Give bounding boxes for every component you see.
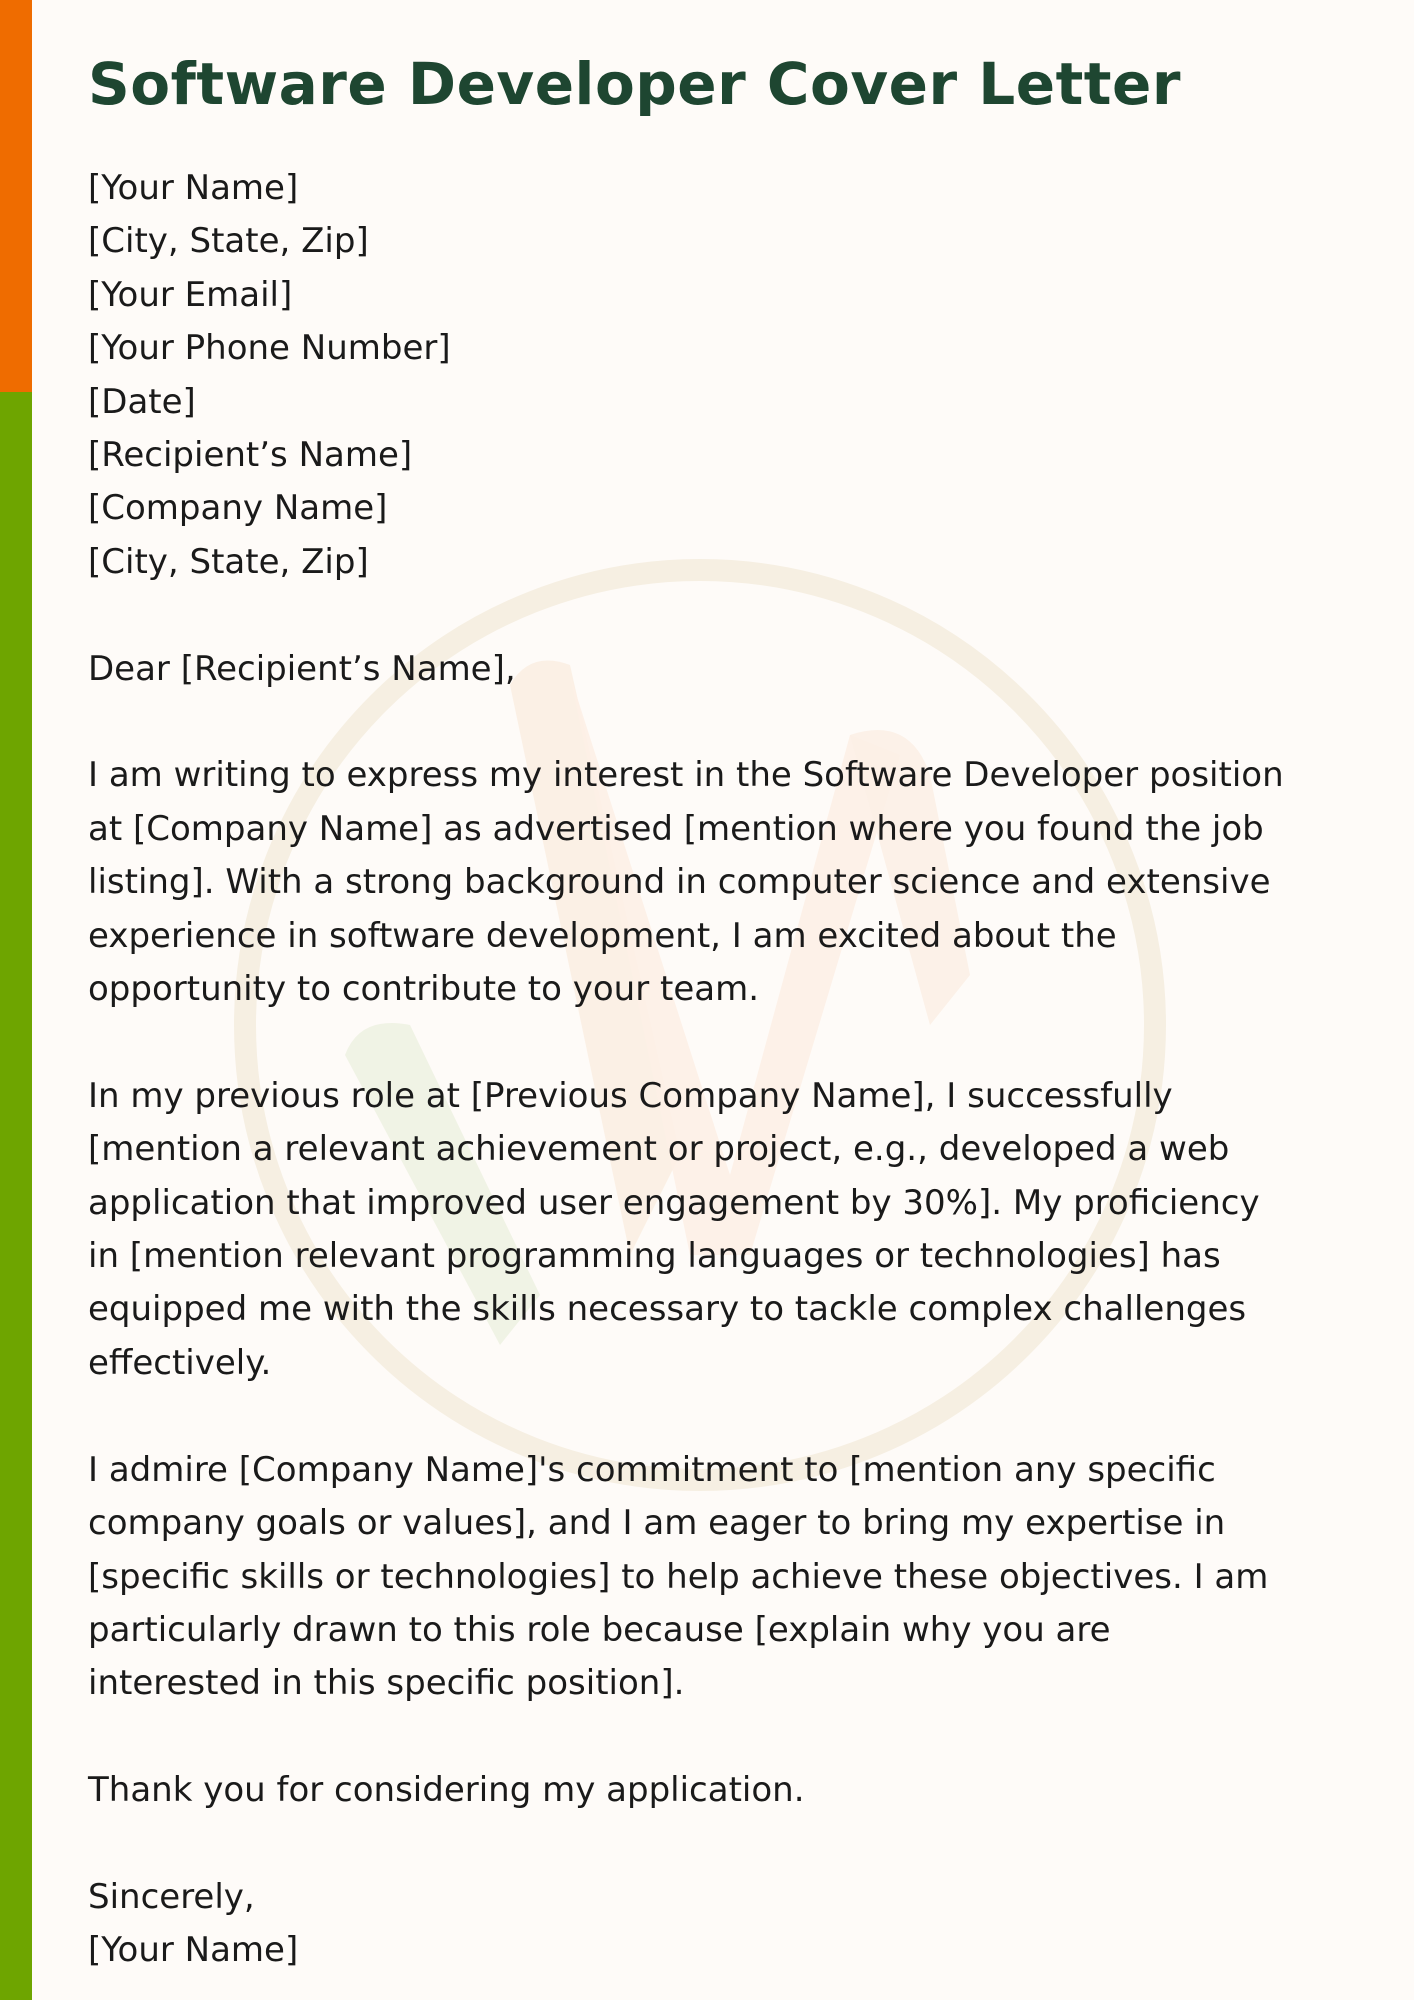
letter-body — [88, 162, 1348, 1978]
letter-date: [Date] — [88, 381, 196, 422]
paragraph-3 — [88, 1444, 1348, 1711]
cover-letter — [88, 30, 1348, 1978]
closing: Sincerely, — [88, 1876, 255, 1917]
paragraph-line: application that improved user engagement by 30%]. My proficiency — [88, 1182, 1260, 1223]
salutation: Dear [Recipient’s Name], — [88, 648, 516, 689]
accent-bar-orange — [0, 0, 32, 392]
sender-name: [Your Name] — [88, 168, 299, 208]
paragraph-line: interested in this specific position]. — [88, 1663, 685, 1704]
sender-block — [88, 162, 1348, 589]
sender-email: [Your Email] — [88, 274, 293, 315]
paragraph-line: opportunity to contribute to your team. — [88, 969, 760, 1010]
paragraph-line: I am writing to express my interest in the Software Developer position — [88, 755, 1284, 796]
page-title: Software Developer Cover Letter — [88, 50, 1181, 118]
paragraph-line: I admire [Company Name]'s commitment to [mention any specific — [88, 1449, 1216, 1490]
accent-bar-green — [0, 392, 32, 2000]
paragraph-line: [specific skills or technologies] to help achieve these objectives. I am — [88, 1556, 1269, 1597]
paragraph-line: experience in software development, I am excited about the — [88, 915, 1117, 956]
paragraph-line: [mention a relevant achievement or project, e.g., developed a web — [88, 1129, 1230, 1170]
paragraph-line: equipped me with the skills necessary to tackle complex challenges — [88, 1289, 1247, 1330]
paragraph-line: effectively. — [88, 1342, 272, 1383]
paragraph-line: at [Company Name] as advertised [mention where you found the job — [88, 808, 1264, 849]
sender-city: [City, State, Zip] — [88, 221, 369, 262]
paragraph-line: listing]. With a strong background in computer science and extensive — [88, 862, 1271, 903]
paragraph-line: company goals or values], and I am eager to bring my expertise in — [88, 1503, 1226, 1544]
paragraph-line: In my previous role at [Previous Company Name], I successfully — [88, 1075, 1173, 1116]
sender-phone: [Your Phone Number] — [88, 328, 451, 369]
paragraph-line: particularly drawn to this role because [explain why you are — [88, 1609, 1111, 1650]
paragraph-line: in [mention relevant programming languages or technologies] has — [88, 1236, 1221, 1277]
signature: [Your Name] — [88, 1930, 299, 1971]
thanks-line: Thank you for considering my application. — [88, 1770, 805, 1811]
paragraph-2 — [88, 1070, 1348, 1390]
recipient-company: [Company Name] — [88, 488, 388, 529]
paragraph-1 — [88, 749, 1348, 1016]
recipient-city: [City, State, Zip] — [88, 541, 369, 582]
recipient-name: [Recipient’s Name] — [88, 435, 413, 476]
